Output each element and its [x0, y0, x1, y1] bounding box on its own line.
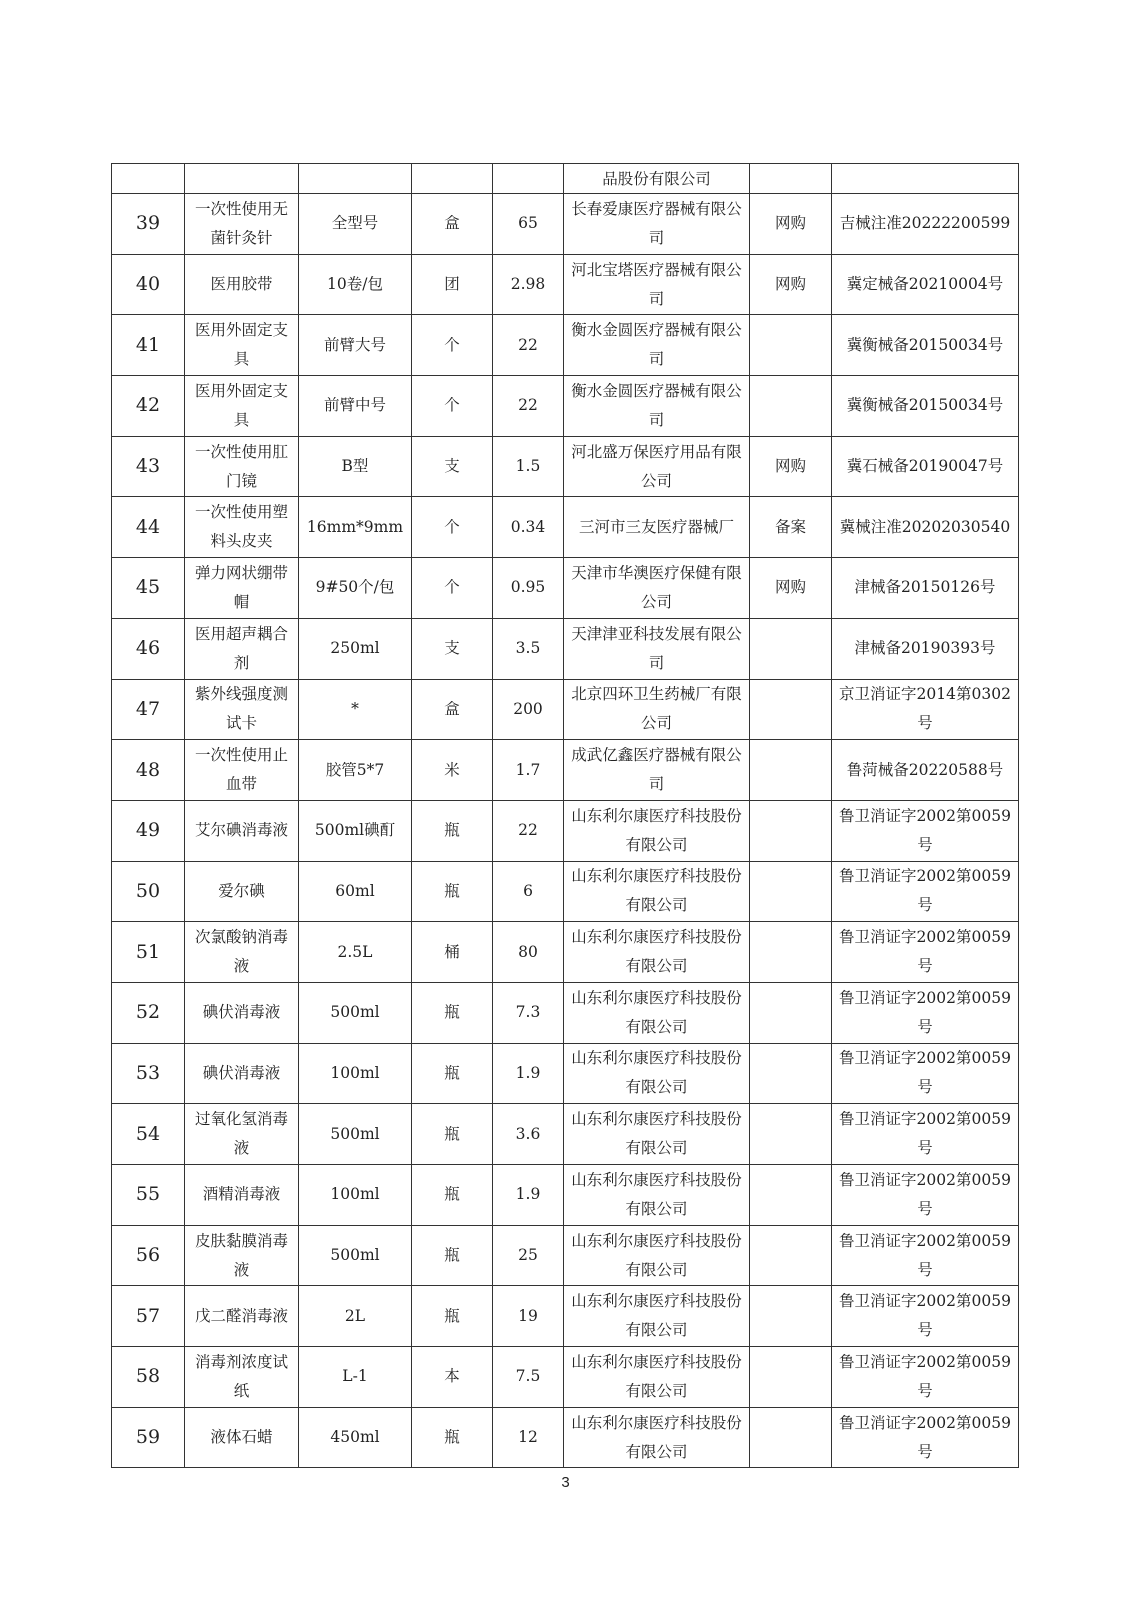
cell-spec: 10卷/包 — [299, 254, 412, 315]
cell-price: 80 — [493, 922, 564, 983]
cell-price: 1.5 — [493, 436, 564, 497]
table-row — [112, 679, 1019, 740]
cell-reg: 吉械注准20222200599 — [832, 194, 1019, 255]
cell-unit: 个 — [412, 497, 493, 558]
cell-name — [185, 164, 299, 194]
cell-channel — [750, 376, 832, 437]
cell-no: 46 — [112, 618, 185, 679]
cell-maker: 成武亿鑫医疗器械有限公司 — [564, 740, 750, 801]
cell-maker: 山东利尔康医疗科技股份有限公司 — [564, 1407, 750, 1468]
cell-name: 皮肤黏膜消毒液 — [185, 1225, 299, 1286]
cell-price: 7.3 — [493, 982, 564, 1043]
cell-unit: 瓶 — [412, 861, 493, 922]
table-row — [112, 254, 1019, 315]
cell-no: 52 — [112, 982, 185, 1043]
cell-price: 22 — [493, 315, 564, 376]
cell-channel — [750, 1347, 832, 1408]
cell-no: 43 — [112, 436, 185, 497]
cell-channel — [750, 922, 832, 983]
cell-maker: 山东利尔康医疗科技股份有限公司 — [564, 982, 750, 1043]
cell-maker: 山东利尔康医疗科技股份有限公司 — [564, 1347, 750, 1408]
cell-name: 医用外固定支具 — [185, 315, 299, 376]
cell-price: 200 — [493, 679, 564, 740]
table-row — [112, 1165, 1019, 1226]
cell-name: 艾尔碘消毒液 — [185, 800, 299, 861]
cell-no: 53 — [112, 1043, 185, 1104]
cell-no: 56 — [112, 1225, 185, 1286]
table-row — [112, 618, 1019, 679]
cell-reg: 鲁卫消证字2002第0059号 — [832, 1165, 1019, 1226]
table-row — [112, 1347, 1019, 1408]
cell-price: 22 — [493, 800, 564, 861]
cell-spec: 胶管5*7 — [299, 740, 412, 801]
cell-reg: 冀定械备20210004号 — [832, 254, 1019, 315]
cell-name: 碘伏消毒液 — [185, 1043, 299, 1104]
table-row — [112, 982, 1019, 1043]
cell-channel — [750, 315, 832, 376]
cell-price: 7.5 — [493, 1347, 564, 1408]
cell-reg: 冀石械备20190047号 — [832, 436, 1019, 497]
cell-no: 51 — [112, 922, 185, 983]
page-number: 3 — [561, 1474, 570, 1491]
cell-name: 一次性使用止血带 — [185, 740, 299, 801]
cell-channel: 网购 — [750, 194, 832, 255]
cell-no: 39 — [112, 194, 185, 255]
table-row — [112, 315, 1019, 376]
cell-name: 过氧化氢消毒液 — [185, 1104, 299, 1165]
table-row — [112, 497, 1019, 558]
cell-reg: 鲁菏械备20220588号 — [832, 740, 1019, 801]
cell-channel — [750, 1407, 832, 1468]
cell-price: 12 — [493, 1407, 564, 1468]
cell-no: 47 — [112, 679, 185, 740]
cell-price: 0.34 — [493, 497, 564, 558]
cell-spec: 前臂大号 — [299, 315, 412, 376]
cell-maker: 山东利尔康医疗科技股份有限公司 — [564, 1165, 750, 1226]
cell-maker: 山东利尔康医疗科技股份有限公司 — [564, 1043, 750, 1104]
cell-spec: 前臂中号 — [299, 376, 412, 437]
table-row — [112, 922, 1019, 983]
table-row — [112, 1104, 1019, 1165]
cell-name: 一次性使用塑料头皮夹 — [185, 497, 299, 558]
table-row — [112, 861, 1019, 922]
cell-no: 54 — [112, 1104, 185, 1165]
cell-name: 爱尔碘 — [185, 861, 299, 922]
cell-channel — [750, 1225, 832, 1286]
cell-maker: 衡水金圆医疗器械有限公司 — [564, 315, 750, 376]
cell-reg: 冀械注准20202030540 — [832, 497, 1019, 558]
product-table — [111, 163, 1019, 1468]
cell-reg: 鲁卫消证字2002第0059号 — [832, 800, 1019, 861]
cell-spec: 2.5L — [299, 922, 412, 983]
cell-spec: 100ml — [299, 1165, 412, 1226]
cell-unit: 支 — [412, 436, 493, 497]
cell-price: 1.9 — [493, 1165, 564, 1226]
cell-unit: 瓶 — [412, 1286, 493, 1347]
cell-price: 0.95 — [493, 558, 564, 619]
cell-channel — [750, 800, 832, 861]
cell-no: 41 — [112, 315, 185, 376]
cell-spec: 250ml — [299, 618, 412, 679]
table-row — [112, 436, 1019, 497]
table-row — [112, 376, 1019, 437]
cell-maker: 河北宝塔医疗器械有限公司 — [564, 254, 750, 315]
cell-maker: 衡水金圆医疗器械有限公司 — [564, 376, 750, 437]
cell-name: 酒精消毒液 — [185, 1165, 299, 1226]
cell-reg: 鲁卫消证字2002第0059号 — [832, 1347, 1019, 1408]
cell-reg — [832, 164, 1019, 194]
cell-reg: 鲁卫消证字2002第0059号 — [832, 861, 1019, 922]
cell-spec: 500ml — [299, 1104, 412, 1165]
cell-maker: 品股份有限公司 — [564, 164, 750, 194]
cell-name: 碘伏消毒液 — [185, 982, 299, 1043]
cell-unit: 个 — [412, 558, 493, 619]
cell-maker: 山东利尔康医疗科技股份有限公司 — [564, 922, 750, 983]
cell-reg: 津械备20150126号 — [832, 558, 1019, 619]
cell-spec: 500ml — [299, 982, 412, 1043]
cell-unit: 团 — [412, 254, 493, 315]
cell-spec: 16mm*9mm — [299, 497, 412, 558]
cell-maker: 天津市华澳医疗保健有限公司 — [564, 558, 750, 619]
cell-spec — [299, 164, 412, 194]
cell-no: 48 — [112, 740, 185, 801]
cell-channel — [750, 1104, 832, 1165]
cell-price: 22 — [493, 376, 564, 437]
cell-spec: 100ml — [299, 1043, 412, 1104]
cell-spec: L-1 — [299, 1347, 412, 1408]
cell-name: 消毒剂浓度试纸 — [185, 1347, 299, 1408]
cell-unit: 瓶 — [412, 1043, 493, 1104]
cell-no — [112, 164, 185, 194]
cell-unit: 瓶 — [412, 1104, 493, 1165]
cell-name: 一次性使用肛门镜 — [185, 436, 299, 497]
cell-unit: 盒 — [412, 679, 493, 740]
cell-name: 弹力网状绷带帽 — [185, 558, 299, 619]
cell-maker: 山东利尔康医疗科技股份有限公司 — [564, 1286, 750, 1347]
table-row — [112, 1043, 1019, 1104]
cell-reg: 鲁卫消证字2002第0059号 — [832, 1225, 1019, 1286]
cell-unit: 瓶 — [412, 800, 493, 861]
cell-channel — [750, 861, 832, 922]
cell-maker: 河北盛万保医疗用品有限公司 — [564, 436, 750, 497]
cell-channel: 网购 — [750, 436, 832, 497]
cell-no: 58 — [112, 1347, 185, 1408]
cell-reg: 冀衡械备20150034号 — [832, 376, 1019, 437]
cell-reg: 鲁卫消证字2002第0059号 — [832, 1104, 1019, 1165]
cell-channel — [750, 1165, 832, 1226]
table-row-continued — [112, 164, 1019, 194]
cell-name: 紫外线强度测试卡 — [185, 679, 299, 740]
cell-maker: 北京四环卫生药械厂有限公司 — [564, 679, 750, 740]
cell-price: 1.9 — [493, 1043, 564, 1104]
cell-unit: 米 — [412, 740, 493, 801]
cell-unit: 盒 — [412, 194, 493, 255]
cell-no: 59 — [112, 1407, 185, 1468]
cell-reg: 鲁卫消证字2002第0059号 — [832, 1043, 1019, 1104]
cell-unit — [412, 164, 493, 194]
cell-price: 19 — [493, 1286, 564, 1347]
cell-channel — [750, 1286, 832, 1347]
table-row — [112, 1286, 1019, 1347]
cell-spec: 500ml碘酊 — [299, 800, 412, 861]
cell-channel: 备案 — [750, 497, 832, 558]
cell-reg: 京卫消证字2014第0302号 — [832, 679, 1019, 740]
cell-spec: 500ml — [299, 1225, 412, 1286]
table-row — [112, 800, 1019, 861]
cell-no: 50 — [112, 861, 185, 922]
cell-spec: 2L — [299, 1286, 412, 1347]
cell-reg: 冀衡械备20150034号 — [832, 315, 1019, 376]
cell-spec: * — [299, 679, 412, 740]
cell-no: 42 — [112, 376, 185, 437]
cell-no: 45 — [112, 558, 185, 619]
cell-name: 医用胶带 — [185, 254, 299, 315]
cell-price: 1.7 — [493, 740, 564, 801]
cell-price: 2.98 — [493, 254, 564, 315]
cell-name: 戊二醛消毒液 — [185, 1286, 299, 1347]
cell-unit: 个 — [412, 376, 493, 437]
cell-spec: 全型号 — [299, 194, 412, 255]
cell-channel: 网购 — [750, 254, 832, 315]
cell-no: 57 — [112, 1286, 185, 1347]
cell-price — [493, 164, 564, 194]
cell-reg: 鲁卫消证字2002第0059号 — [832, 922, 1019, 983]
cell-unit: 本 — [412, 1347, 493, 1408]
cell-no: 49 — [112, 800, 185, 861]
cell-price: 6 — [493, 861, 564, 922]
cell-maker: 天津津亚科技发展有限公司 — [564, 618, 750, 679]
cell-unit: 桶 — [412, 922, 493, 983]
cell-price: 3.6 — [493, 1104, 564, 1165]
table-row — [112, 1407, 1019, 1468]
cell-maker: 山东利尔康医疗科技股份有限公司 — [564, 861, 750, 922]
cell-name: 一次性使用无菌针灸针 — [185, 194, 299, 255]
cell-spec: 450ml — [299, 1407, 412, 1468]
cell-channel — [750, 982, 832, 1043]
cell-unit: 瓶 — [412, 982, 493, 1043]
cell-unit: 瓶 — [412, 1165, 493, 1226]
cell-spec: 60ml — [299, 861, 412, 922]
cell-channel — [750, 1043, 832, 1104]
cell-maker: 长春爱康医疗器械有限公司 — [564, 194, 750, 255]
table-row — [112, 1225, 1019, 1286]
cell-name: 次氯酸钠消毒液 — [185, 922, 299, 983]
cell-channel — [750, 618, 832, 679]
cell-unit: 个 — [412, 315, 493, 376]
cell-reg: 鲁卫消证字2002第0059号 — [832, 1407, 1019, 1468]
table-body — [112, 164, 1019, 1468]
cell-channel: 网购 — [750, 558, 832, 619]
cell-maker: 山东利尔康医疗科技股份有限公司 — [564, 1104, 750, 1165]
cell-unit: 瓶 — [412, 1225, 493, 1286]
cell-unit: 瓶 — [412, 1407, 493, 1468]
cell-no: 55 — [112, 1165, 185, 1226]
table-row — [112, 558, 1019, 619]
table-row — [112, 194, 1019, 255]
cell-spec: B型 — [299, 436, 412, 497]
cell-name: 医用超声耦合剂 — [185, 618, 299, 679]
cell-name: 医用外固定支具 — [185, 376, 299, 437]
table-row — [112, 740, 1019, 801]
cell-no: 40 — [112, 254, 185, 315]
cell-price: 65 — [493, 194, 564, 255]
cell-maker: 山东利尔康医疗科技股份有限公司 — [564, 1225, 750, 1286]
cell-reg: 津械备20190393号 — [832, 618, 1019, 679]
cell-name: 液体石蜡 — [185, 1407, 299, 1468]
cell-no: 44 — [112, 497, 185, 558]
cell-price: 3.5 — [493, 618, 564, 679]
cell-reg: 鲁卫消证字2002第0059号 — [832, 982, 1019, 1043]
cell-channel — [750, 740, 832, 801]
cell-spec: 9#50个/包 — [299, 558, 412, 619]
cell-reg: 鲁卫消证字2002第0059号 — [832, 1286, 1019, 1347]
cell-maker: 三河市三友医疗器械厂 — [564, 497, 750, 558]
cell-channel — [750, 164, 832, 194]
cell-price: 25 — [493, 1225, 564, 1286]
cell-unit: 支 — [412, 618, 493, 679]
cell-maker: 山东利尔康医疗科技股份有限公司 — [564, 800, 750, 861]
cell-channel — [750, 679, 832, 740]
